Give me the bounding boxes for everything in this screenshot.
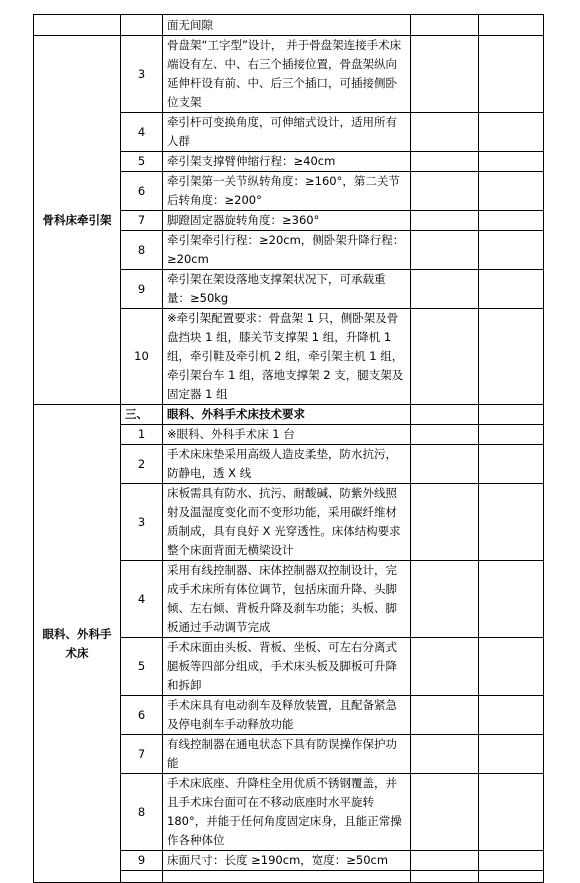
spec-cell-empty bbox=[163, 871, 411, 883]
response-cell bbox=[411, 172, 479, 211]
remark-cell bbox=[479, 445, 544, 484]
remark-cell bbox=[479, 172, 544, 211]
num-cell-empty bbox=[121, 15, 163, 36]
spec-text: 脚蹬固定器旋转角度：≥360° bbox=[163, 211, 411, 231]
spec-text: 牵引架第一关节纵转角度：≥160°，第二关节后转角度：≥200° bbox=[163, 172, 411, 211]
remark-cell bbox=[479, 638, 544, 696]
spec-text: 牵引架牵引行程：≥20cm，侧卧架升降行程：≥20cm bbox=[163, 231, 411, 270]
spec-text: 牵引杆可变换角度，可伸缩式设计，适用所有人群 bbox=[163, 113, 411, 152]
remark-cell bbox=[479, 113, 544, 152]
response-cell bbox=[411, 774, 479, 851]
response-cell bbox=[411, 638, 479, 696]
category-traction-frame: 骨科床牵引架 bbox=[34, 36, 121, 405]
response-cell bbox=[411, 36, 479, 113]
remark-cell bbox=[479, 231, 544, 270]
response-cell bbox=[411, 484, 479, 561]
response-cell bbox=[411, 231, 479, 270]
spec-text: 手术床底座、升降柱全用优质不锈钢覆盖，并且手术床台面可在不移动底座时水平旋转 180°，并能于任何角度固定床身，且能正常操作各种体位 bbox=[163, 774, 411, 851]
item-number: 6 bbox=[121, 172, 163, 211]
remark-cell bbox=[479, 152, 544, 172]
remark-cell bbox=[479, 484, 544, 561]
spec-text: 牵引架在架设落地支撑架状况下，可承载重量：≥50kg bbox=[163, 270, 411, 309]
item-number: 3 bbox=[121, 484, 163, 561]
remark-cell bbox=[479, 211, 544, 231]
item-number: 3 bbox=[121, 36, 163, 113]
spec-text: ※眼科、外科手术床 1 台 bbox=[163, 425, 411, 445]
num-cell-empty bbox=[121, 871, 163, 883]
remark-cell bbox=[479, 561, 544, 638]
response-cell bbox=[411, 425, 479, 445]
remark-cell bbox=[479, 696, 544, 735]
response-cell bbox=[411, 15, 479, 36]
response-cell bbox=[411, 309, 479, 405]
response-cell bbox=[411, 405, 479, 425]
spec-text: 有线控制器在通电状态下具有防误操作保护功能 bbox=[163, 735, 411, 774]
response-cell bbox=[411, 561, 479, 638]
spec-text: 手术床面由头板、背板、坐板、可左右分离式腿板等四部分组成，手术床头板及脚板可升降和拆卸 bbox=[163, 638, 411, 696]
table-row bbox=[34, 15, 544, 36]
remark-cell bbox=[479, 774, 544, 851]
remark-cell bbox=[479, 425, 544, 445]
section-title: 眼科、外科手术床技术要求 bbox=[163, 405, 411, 425]
remark-cell bbox=[479, 309, 544, 405]
spec-text: 床面尺寸：长度 ≥190cm，宽度：≥50cm bbox=[163, 851, 411, 871]
response-cell bbox=[411, 211, 479, 231]
spec-text: 牵引架支撑臂伸缩行程：≥40cm bbox=[163, 152, 411, 172]
response-cell bbox=[411, 696, 479, 735]
response-cell bbox=[411, 270, 479, 309]
remark-cell bbox=[479, 871, 544, 883]
item-number: 8 bbox=[121, 774, 163, 851]
remark-cell bbox=[479, 735, 544, 774]
item-number: 1 bbox=[121, 425, 163, 445]
item-number: 5 bbox=[121, 152, 163, 172]
category-ophthalmic-surgical-table: 眼科、外科手术床 bbox=[34, 405, 121, 883]
section-header-row bbox=[34, 405, 544, 425]
item-number: 7 bbox=[121, 211, 163, 231]
spec-text: 手术床床垫采用高级人造皮柔垫，防水抗污，防静电，透 X 线 bbox=[163, 445, 411, 484]
spec-text: 面无间隙 bbox=[163, 15, 411, 36]
spec-text: 骨盘架“工字型”设计， 并于骨盘架连接手术床端设有左、中、右三个插接位置，骨盘架纵向延伸杆设有前、中、后三个插口，可插接侧卧位支架 bbox=[163, 36, 411, 113]
response-cell bbox=[411, 152, 479, 172]
item-number: 4 bbox=[121, 561, 163, 638]
item-number: 2 bbox=[121, 445, 163, 484]
response-cell bbox=[411, 113, 479, 152]
item-number: 9 bbox=[121, 270, 163, 309]
category-cell-empty bbox=[34, 15, 121, 36]
section-number: 三、 bbox=[121, 405, 163, 425]
spec-text: 床板需具有防水、抗污、耐酸碱、防紫外线照射及温湿度变化而不变形功能，采用碳纤维材质制成，具有良好 X 光穿透性。床体结构要求整个床面背面无横梁设计 bbox=[163, 484, 411, 561]
remark-cell bbox=[479, 405, 544, 425]
item-number: 4 bbox=[121, 113, 163, 152]
remark-cell bbox=[479, 36, 544, 113]
item-number: 5 bbox=[121, 638, 163, 696]
item-number: 7 bbox=[121, 735, 163, 774]
spec-text: 采用有线控制器、床体控制器双控制设计，完成手术床所有体位调节，包括床面升降、头脚倾、左右倾、背板升降及刹车功能；头板、脚板通过手动调节完成 bbox=[163, 561, 411, 638]
response-cell bbox=[411, 871, 479, 883]
response-cell bbox=[411, 735, 479, 774]
remark-cell bbox=[479, 270, 544, 309]
spec-text: ※牵引架配置要求：骨盘架 1 只，侧卧架及骨盘挡块 1 组，膝关节支撑架 1 组，升降机 1 组，牵引鞋及牵引机 2 组，牵引架主机 1 组，牵引架台车 1 组，落地支撑架 2 支，腿支架及固定器 1 组 bbox=[163, 309, 411, 405]
spec-text: 手术床具有电动刹车及释放装置，且配备紧急及停电刹车手动释放功能 bbox=[163, 696, 411, 735]
item-number: 8 bbox=[121, 231, 163, 270]
item-number: 6 bbox=[121, 696, 163, 735]
response-cell bbox=[411, 445, 479, 484]
remark-cell bbox=[479, 15, 544, 36]
item-number: 10 bbox=[121, 309, 163, 405]
spec-table bbox=[33, 14, 544, 883]
item-number: 9 bbox=[121, 851, 163, 871]
table-row bbox=[34, 36, 544, 113]
